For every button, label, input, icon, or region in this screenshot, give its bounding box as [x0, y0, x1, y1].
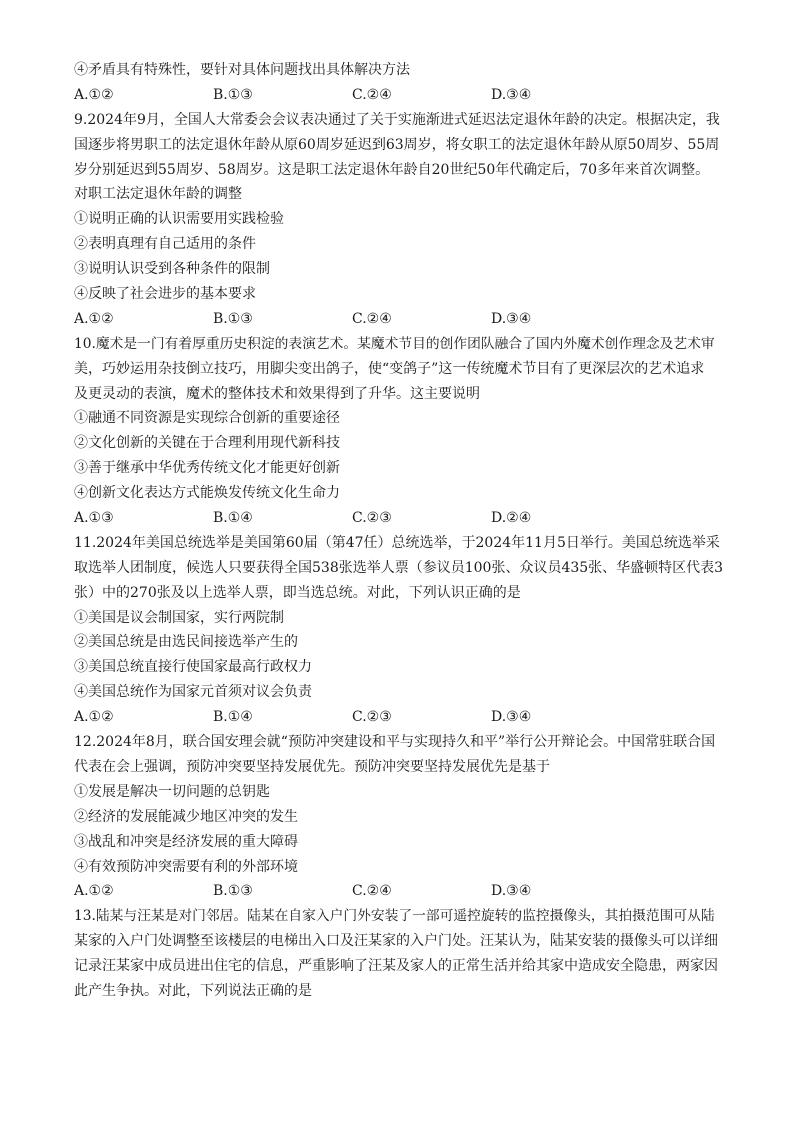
question-13: [74, 904, 724, 1004]
q9-option-a: A.①②: [74, 310, 114, 327]
q9-item-2: ②表明真理有自己适用的条件: [74, 236, 256, 253]
q12-item-2: ②经济的发展能减少地区冲突的发生: [74, 808, 298, 825]
q8-option-c: C.②④: [352, 86, 392, 103]
q10-item-4: ④创新文化表达方式能焕发传统文化生命力: [74, 485, 340, 502]
q9-item-1: ①说明正确的认识需要用实践检验: [74, 211, 284, 228]
q8-option-a: A.①②: [74, 86, 114, 103]
q11-item-4: ④美国总统作为国家元首须对议会负责: [74, 684, 312, 701]
q10-item-1: ①融通不同资源是实现综合创新的重要途径: [74, 410, 340, 427]
q9-stem-line: 国逐步将男职工的法定退休年龄从原60周岁延迟到63周岁，将女职工的法定退休年龄从原50周岁、55周: [74, 136, 720, 153]
q8-option-b: B.①③: [213, 86, 253, 103]
q12-item-1: ①发展是解决一切问题的总钥匙: [74, 783, 270, 800]
q12-option-b: B.①③: [213, 883, 253, 900]
q10-option-d: D.②④: [491, 510, 532, 527]
q11-item-1: ①美国是议会制国家，实行两院制: [74, 609, 284, 626]
q10-stem-line: 及更灵动的表演，魔术的整体技术和效果得到了升华。这主要说明: [74, 385, 480, 402]
q12-stem-line: 12.2024年8月，联合国安理会就“预防冲突建设和平与实现持久和平”举行公开辩论会。中国常驻联合国: [74, 734, 716, 751]
q9-option-d: D.③④: [491, 310, 532, 327]
exam-page: [74, 58, 724, 1004]
q8-item-4: ④矛盾具有特殊性，要针对具体问题找出具体解决方法: [74, 62, 410, 78]
q11-option-d: D.③④: [491, 709, 532, 726]
q11-item-3: ③美国总统直接行使国家最高行政权力: [74, 659, 312, 676]
q9-item-3: ③说明认识受到各种条件的限制: [74, 261, 270, 278]
question-9: [74, 108, 724, 332]
q9-item-4: ④反映了社会进步的基本要求: [74, 286, 256, 303]
q12-stem-line: 代表在会上强调，预防冲突要坚持发展优先。预防冲突要坚持发展优先是基于: [74, 758, 550, 775]
q10-option-b: B.①④: [213, 510, 253, 527]
q11-option-c: C.②③: [352, 709, 392, 726]
q10-stem-line: 10.魔术是一门有着厚重历史积淀的表演艺术。某魔术节目的创作团队融合了国内外魔术创作理念及艺术审: [74, 335, 715, 352]
q8-options: [74, 83, 724, 108]
q12-option-a: A.①②: [74, 883, 114, 900]
q13-stem-line: 记录汪某家中成员进出住宅的信息，严重影响了汪某及家人的正常生活并给其家中造成安全隐患，两家因: [74, 958, 718, 975]
q11-item-2: ②美国总统是由选民间接选举产生的: [74, 634, 298, 651]
question-10: [74, 332, 724, 531]
q11-stem-line: 11.2024年美国总统选举是美国第60届（第47任）总统选举，于2024年11月5日举行。美国总统选举采: [74, 534, 720, 551]
question-11: [74, 531, 724, 730]
q11-options: [74, 705, 724, 730]
q10-item-2: ②文化创新的关键在于合理利用现代新科技: [74, 435, 340, 452]
q11-stem-line: 张）中的270张及以上选举人票，即当选总统。对此，下列认识正确的是: [74, 584, 521, 601]
q10-stem-line: 美，巧妙运用杂技倒立技巧，用脚尖变出鸽子，使“变鸽子”这一传统魔术节目有了更深层次的艺术追求: [74, 360, 705, 377]
q10-item-3: ③善于继承中华优秀传统文化才能更好创新: [74, 460, 340, 477]
q9-options: [74, 307, 724, 332]
q10-options: [74, 506, 724, 531]
q12-item-3: ③战乱和冲突是经济发展的重大障碍: [74, 833, 298, 850]
q11-stem-line: 取选举人团制度，候选人只要获得全国538张选举人票（参议员100张、众议员435张、华盛顿特区代表3: [74, 559, 724, 576]
q13-stem-line: 某家的入户门处调整至该楼层的电梯出入口及汪某家的入户门处。汪某认为，陆某安装的摄像头可以详细: [74, 933, 718, 950]
q11-option-b: B.①④: [213, 709, 253, 726]
q9-stem-line: 岁分别延迟到55周岁、58周岁。这是职工法定退休年龄自20世纪50年代确定后，70多年来首次调整。: [74, 161, 710, 178]
q12-item-4: ④有效预防冲突需要有利的外部环境: [74, 858, 298, 875]
q12-option-c: C.②④: [352, 883, 392, 900]
q8-option-d: D.③④: [491, 86, 532, 103]
q12-option-d: D.③④: [491, 883, 532, 900]
q13-stem-line: 13.陆某与汪某是对门邻居。陆某在自家入户门外安装了一部可遥控旋转的监控摄像头，其拍摄范围可从陆: [74, 908, 715, 925]
q13-stem-line: 此产生争执。对此，下列说法正确的是: [74, 982, 312, 999]
q9-option-c: C.②④: [352, 310, 392, 327]
q9-stem-line: 对职工法定退休年龄的调整: [74, 186, 242, 203]
question-12: [74, 730, 724, 904]
q10-option-c: C.②③: [352, 510, 392, 527]
q11-option-a: A.①②: [74, 709, 114, 726]
q9-stem-line: 9.2024年9月，全国人大常委会会议表决通过了关于实施渐进式延迟法定退休年龄的决定。根据决定，我: [74, 111, 720, 128]
q10-option-a: A.①③: [74, 510, 114, 527]
q12-options: [74, 879, 724, 904]
q9-option-b: B.①③: [213, 310, 253, 327]
